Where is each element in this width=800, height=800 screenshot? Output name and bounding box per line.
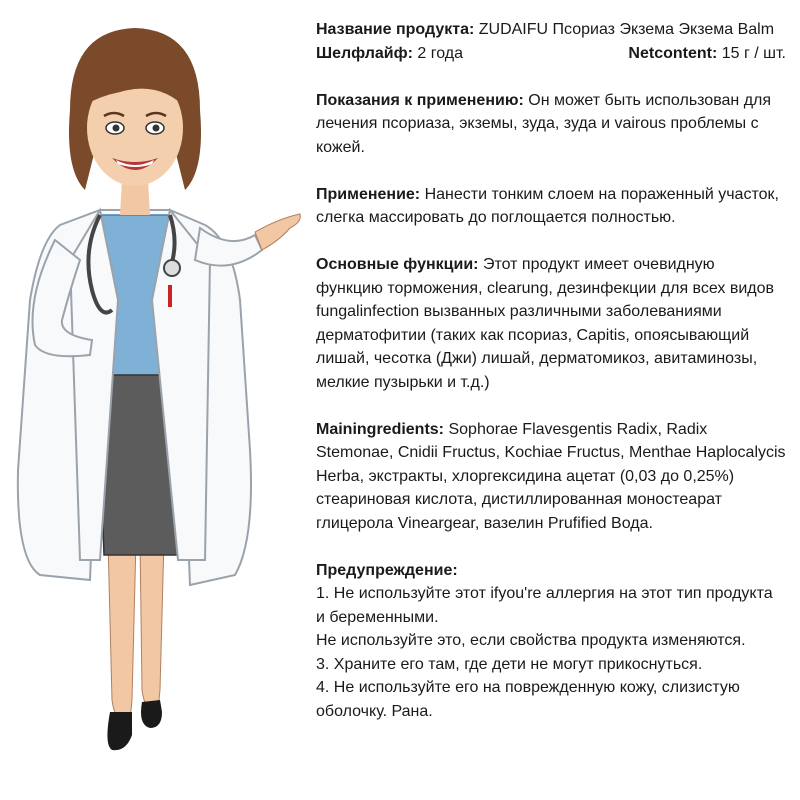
net-content-label: Netcontent: [628, 44, 718, 62]
net-content-value: 15 г / шт. [721, 44, 786, 62]
leg-right [140, 540, 164, 710]
shoe-right [141, 700, 162, 728]
indications-section [316, 89, 786, 160]
pupil-left [113, 125, 120, 132]
leg-left [108, 540, 136, 720]
warning-item: 3. Храните его там, где дети не могут прикоснуться. [316, 655, 703, 673]
warning-label: Предупреждение: [316, 561, 458, 579]
ingredients-label: Mainingredients: [316, 420, 445, 438]
warning-item: Не используйте это, если свойства продукта изменяются. [316, 632, 746, 649]
arm-right [195, 228, 262, 266]
warning-item: 1. Не используйте этот ifyou're аллергия на этот тип продукта и беременными. [316, 585, 773, 626]
warning-item: 4. Не используйте его на поврежденную кожу, слизистую оболочку. Рана. [316, 679, 740, 720]
functions-text: Этот продукт имеет очевидную функцию торможения, clearung, дезинфекции для всех видов fungalinfection вызванных различными заболеваниями дерматофитии (таких как псориаз, Capitis, опоясывающий лишай, чесотка (Джи) лишай, дерматомикоз, авитаминозы, мелкие пузырьки и т.д.) [316, 256, 775, 391]
pen-icon [168, 285, 172, 307]
shelf-life-value: 2 года [417, 44, 464, 62]
ingredients-text: Sophorae Flavesgentis Radix, Radix Stemonae, Cnidii Fructus, Kochiae Fructus, Menthae Haplocalycis Herba, экстракты, хлоргексидина ацетат (0,03 до 0,25%) стеариновая кислота, дистиллированная моностеарат глицерола Vineargear, вазелин Prufified Вода. [316, 420, 786, 532]
usage-text: Нанести тонким слоем на пораженный участок, слегка массировать до поглощается полностью. [316, 185, 779, 226]
net-content [628, 42, 786, 66]
shoe-left [107, 712, 132, 750]
indications-label: Показания к применению: [316, 91, 524, 109]
pupil-right [153, 125, 160, 132]
usage-label: Применение: [316, 185, 421, 203]
ingredients-section [316, 418, 786, 536]
product-name-value: ZUDAIFU Псориаз Экзема Экзема Balm [478, 21, 775, 38]
shelf-life [316, 42, 463, 66]
doctor-illustration [0, 0, 310, 800]
product-info [316, 18, 786, 65]
hand-right [255, 214, 300, 250]
product-description [316, 18, 786, 747]
stethoscope-chest [164, 260, 180, 276]
functions-section [316, 253, 786, 394]
indications-text: Он может быть использован для лечения псориаза, экземы, зуда, зуда и vairous проблемы с кожей. [316, 91, 772, 156]
product-name-line [316, 18, 786, 42]
product-meta-row [316, 42, 786, 66]
warning-section [316, 559, 786, 724]
functions-label: Основные функции: [316, 256, 479, 273]
usage-section [316, 183, 786, 230]
shelf-life-label: Шелфлайф: [316, 44, 413, 62]
product-name-label: Название продукта: [316, 21, 475, 38]
